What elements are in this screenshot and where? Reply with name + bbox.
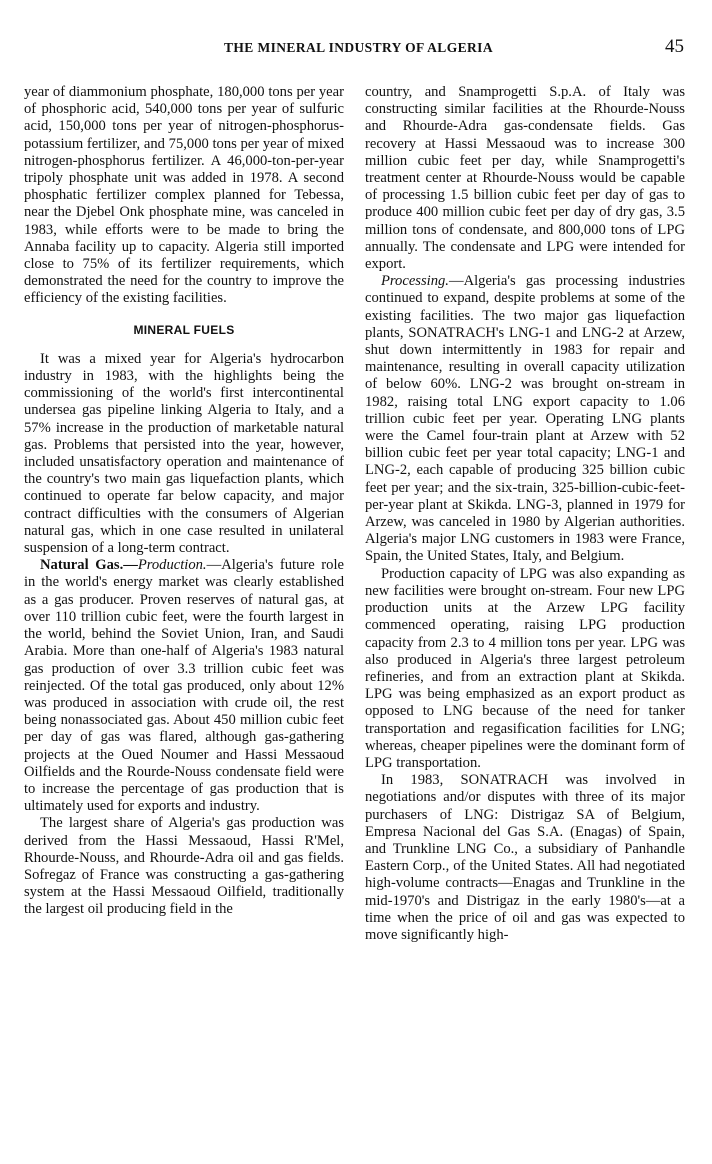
paragraph-hydrocarbon-overview: It was a mixed year for Algeria's hydrocarbon industry in 1983, with the highlights being the commissioning of the world's first intercontinental undersea gas pipeline linking Algeria to Italy, and a 57% increase in the production of marketable natural gas. Problems that persisted into the year, however, included unsatisfactory operation and maintenance of the country's two main gas liquefaction plants, which continued to operate far below capacity, and major contract difficulties with the consumers of Algerian natural gas, which in one case resulted in unilateral suspension of a long-term contract.: [24, 350, 344, 557]
page-number: 45: [665, 36, 684, 57]
paragraph-processing: [365, 273, 685, 565]
page-header: [24, 36, 684, 62]
left-column: [24, 84, 344, 919]
paragraph-lng-negotiations: In 1983, SONATRACH was involved in negotiations and/or disputes with three of its major purchasers of LNG: Distrigaz SA of Belgium, Empresa Nacional del Gas S.A. (Enagas) of Spain, and Trunkline LNG Co., a subsidiary of Panhandle Eastern Corp., of the United States. All had negotiated high-volume contracts—Enagas and Trunkline in the mid-1970's and Distrigaz in the early 1980's—at a time when the price of oil and gas was expected to move significantly high-: [365, 772, 685, 943]
paragraph-text: —Algeria's future role in the world's energy market was clearly established as a gas producer. Proven reserves of natural gas, at over 110 trillion cubic feet, were the fourth largest in the world, behind the Soviet Union, Iran, and Saudi Arabia. More than one-half of Algeria's 1983 natural gas production of over 3.3 trillion cubic feet was reinjected. Of the total gas produced, only about 12% was produced in association with crude oil, the rest being nonassociated gas. About 450 million cubic feet per day of gas was flared, although gas-gathering projects at the Oued Noumer and Hassi Messaoud Oilfields and the Rourde-Nouss condensate field were to increase the percentage of gas production that is ultimately used for exports and industry.: [24, 557, 344, 815]
paragraph-text: —Algeria's gas processing industries continued to expand, despite problems at some of the existing facilities. The two major gas liquefaction plants, SONATRACH's LNG-1 and LNG-2 at Arzew, shut down intermittently in 1983 for repair and maintenance, resulting in overall capacity utilization of below 60%. LNG-2 was brought on-stream in 1982, raising total LNG export capacity to 1.06 trillion cubic feet per year. Operating LNG plants were the Camel four-train plant at Arzew with 52 billion cubic feet per year total capacity; LNG-1 and LNG-2, each capable of producing 325 billion cubic feet per year; and the six-train, 325-billion-cubic-feet-per-year plant at Skikda. LNG-3, planned in 1979 for Arzew, was canceled in 1980 by Algerian authorities. Algeria's major LNG customers in 1983 were France, Spain, the United States, Italy, and Belgium.: [365, 273, 685, 565]
paragraph-gas-recovery: country, and Snamprogetti S.p.A. of Italy was constructing similar facilities at the Rhourde-Nouss and Rhourde-Adra gas-condensate fields. Gas recovery at Hassi Messaoud was to increase 300 million cubic feet per day, while Snamprogetti's treatment center at Rhourde-Nouss would be capable of processing 1.5 billion cubic feet per day of gas to produce 400 million cubic feet per day of dry gas, 3.5 million tons of condensate, and 800,000 tons of LPG annually. The condensate and LPG were intended for export.: [365, 84, 685, 273]
paragraph-natural-gas-production: [24, 557, 344, 815]
section-heading-mineral-fuels: MINERAL FUELS: [133, 322, 235, 337]
running-head: THE MINERAL INDUSTRY OF ALGERIA: [224, 40, 493, 55]
runin-heading-natural-gas: Natural Gas.—: [40, 557, 138, 574]
subheading-production: Production.: [137, 557, 207, 574]
paragraph-fertilizer-continued: year of diammonium phosphate, 180,000 tons per year of phosphoric acid, 540,000 tons per year of sulfuric acid, 150,000 tons per year of nitrogen-phosphorus-potassium fertilizer, and 75,000 tons per year of mixed nitrogen-phosphorus fertilizer. A 46,000-ton-per-year tripoly phosphate unit was added in 1978. A second phosphatic fertilizer complex planned for Tebessa, near the Djebel Onk phosphate mine, was canceled in 1983, while efforts were to be made to bring the Annaba facility up to capacity. Algeria still imported close to 75% of its fertilizer requirements, which demonstrated the need for the country to improve the efficiency of the existing facilities.: [24, 84, 344, 307]
paragraph-lpg-capacity: Production capacity of LPG was also expanding as new facilities were brought on-stream. Four new LPG production units at the Arzew LPG facility commenced operating, raising LPG production capacity from 2.3 to 4 million tons per year. LPG was also produced in Algeria's three largest petroleum refineries, and from an extraction plant at Skikda. LPG was being emphasized as an export product as opposed to LNG because of the need for tanker transportation and regasification facilities for LNG; whereas, cheaper pipelines were the dominant form of LPG transportation.: [365, 565, 685, 771]
paragraph-gas-fields: The largest share of Algeria's gas production was derived from the Hassi Messaoud, Hassi R'Mel, Rhourde-Nouss, and Rhourde-Adra oil and gas fields. Sofregaz of France was constructing a gas-gathering system at the Hassi Messaoud Oilfield, traditionally the largest oil producing field in the: [24, 815, 344, 918]
subheading-processing: Processing.: [381, 273, 449, 290]
right-column: [365, 84, 685, 944]
